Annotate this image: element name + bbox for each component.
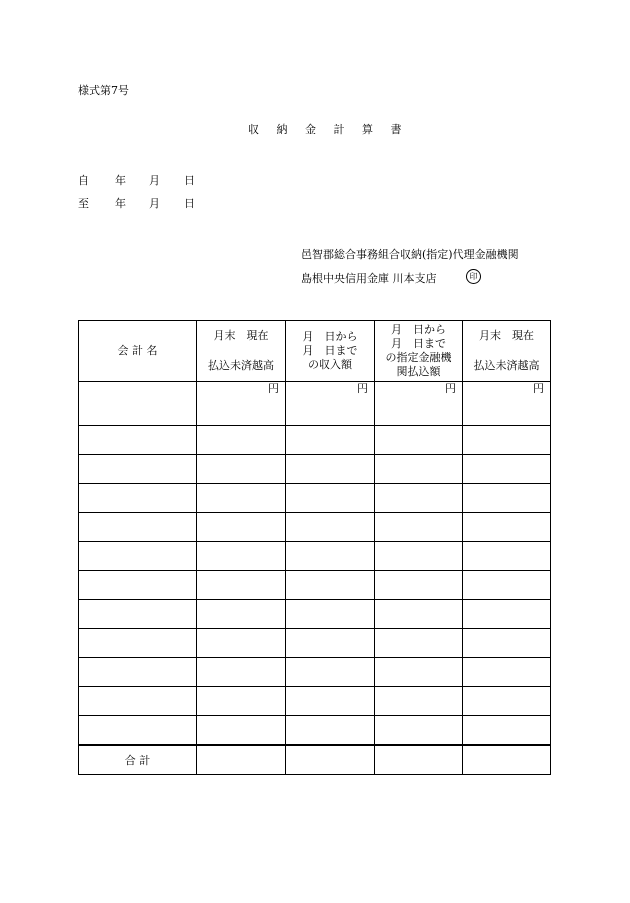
bank-branch-name: 島根中央信用金庫 川本支店 <box>301 272 437 285</box>
table-cell <box>375 629 463 658</box>
table-cell <box>286 658 375 687</box>
table-cell <box>375 484 463 513</box>
table-cell <box>79 455 197 484</box>
table-cell <box>463 600 551 629</box>
header-closing-balance-line1: 月末 現在 <box>479 329 534 342</box>
table-cell <box>79 484 197 513</box>
table-cell <box>197 513 286 542</box>
table-row <box>79 716 551 746</box>
table-cell <box>286 542 375 571</box>
table-cell <box>79 513 197 542</box>
table-cell <box>79 382 197 426</box>
table-cell <box>79 629 197 658</box>
period-to-day: 日 <box>184 197 195 210</box>
table-cell <box>463 426 551 455</box>
table-cell <box>286 629 375 658</box>
header-payment <box>375 321 463 382</box>
header-revenue-line2: 月 日まで <box>302 344 358 357</box>
table-cell <box>197 571 286 600</box>
table-row <box>79 571 551 600</box>
table-cell <box>197 600 286 629</box>
table-row <box>79 484 551 513</box>
table-cell <box>197 716 286 746</box>
table-cell <box>197 426 286 455</box>
organization-name: 邑智郡総合事務組合収納(指定)代理金融機関 <box>301 248 519 261</box>
header-opening-balance-line2: 払込未済越高 <box>208 359 274 372</box>
table-row <box>79 658 551 687</box>
table-cell <box>286 687 375 716</box>
table-cell <box>286 716 375 746</box>
table-row <box>79 382 551 426</box>
header-revenue-line1: 月 日から <box>302 330 358 343</box>
period-from-year: 年 <box>115 174 126 187</box>
table-cell <box>375 571 463 600</box>
table-cell <box>79 658 197 687</box>
table-cell <box>286 600 375 629</box>
header-payment-line4: 関払込額 <box>396 365 441 378</box>
table-cell <box>286 426 375 455</box>
table-cell <box>375 542 463 571</box>
table-cell <box>375 455 463 484</box>
table-header-row <box>79 321 551 382</box>
table-cell <box>79 687 197 716</box>
document-title: 収 納 金 計 算 書 <box>248 123 409 136</box>
table-cell <box>375 687 463 716</box>
seal-mark: 印 <box>466 269 481 284</box>
period-from-month: 月 <box>149 174 160 187</box>
currency-unit: 円 <box>463 382 551 426</box>
table-cell <box>79 600 197 629</box>
currency-unit: 円 <box>375 382 463 426</box>
table-cell <box>375 716 463 746</box>
period-to-label: 至 <box>78 197 89 210</box>
table-cell <box>463 571 551 600</box>
table-cell <box>197 542 286 571</box>
table-cell <box>197 745 286 775</box>
table-cell <box>197 484 286 513</box>
table-cell <box>375 426 463 455</box>
period-from-label: 自 <box>78 174 89 187</box>
table-total-row <box>79 745 551 775</box>
table-row <box>79 426 551 455</box>
table-cell <box>463 629 551 658</box>
table-cell <box>197 455 286 484</box>
table-cell <box>197 658 286 687</box>
table-cell <box>463 658 551 687</box>
table-row <box>79 513 551 542</box>
table-cell <box>79 716 197 746</box>
currency-unit: 円 <box>197 382 286 426</box>
header-payment-line3: の指定金融機 <box>385 351 452 364</box>
table-row <box>79 629 551 658</box>
table-row <box>79 687 551 716</box>
table-cell <box>286 513 375 542</box>
table-cell <box>463 455 551 484</box>
table-cell <box>79 571 197 600</box>
table-cell <box>197 629 286 658</box>
period-to-month: 月 <box>149 197 160 210</box>
header-opening-balance <box>197 321 286 382</box>
table-cell <box>375 745 463 775</box>
header-closing-balance-line2: 払込未済越高 <box>473 359 540 372</box>
form-number: 様式第7号 <box>78 84 129 97</box>
header-revenue-line3: の収入額 <box>308 358 352 371</box>
table-row <box>79 600 551 629</box>
table-cell <box>375 658 463 687</box>
table-cell <box>463 687 551 716</box>
table-cell <box>463 513 551 542</box>
table-cell <box>463 484 551 513</box>
period-from-day: 日 <box>184 174 195 187</box>
header-opening-balance-line1: 月末 現在 <box>213 329 269 342</box>
table-cell <box>286 745 375 775</box>
table-cell <box>197 687 286 716</box>
table-cell <box>375 513 463 542</box>
header-payment-line1: 月 日から <box>391 323 446 336</box>
currency-unit: 円 <box>286 382 375 426</box>
table-cell <box>79 426 197 455</box>
table-cell <box>286 455 375 484</box>
header-payment-line2: 月 日まで <box>391 337 446 350</box>
header-revenue <box>286 321 375 382</box>
table-row <box>79 542 551 571</box>
table-row <box>79 455 551 484</box>
table-cell <box>286 571 375 600</box>
header-closing-balance <box>463 321 551 382</box>
table-cell <box>463 745 551 775</box>
table-cell <box>286 484 375 513</box>
table-cell <box>463 542 551 571</box>
total-label: 合 計 <box>79 745 197 775</box>
table-cell <box>375 600 463 629</box>
period-to-year: 年 <box>115 197 126 210</box>
table-cell <box>463 716 551 746</box>
ledger-table <box>78 320 551 775</box>
header-account-name: 会 計 名 <box>79 321 197 382</box>
table-cell <box>79 542 197 571</box>
